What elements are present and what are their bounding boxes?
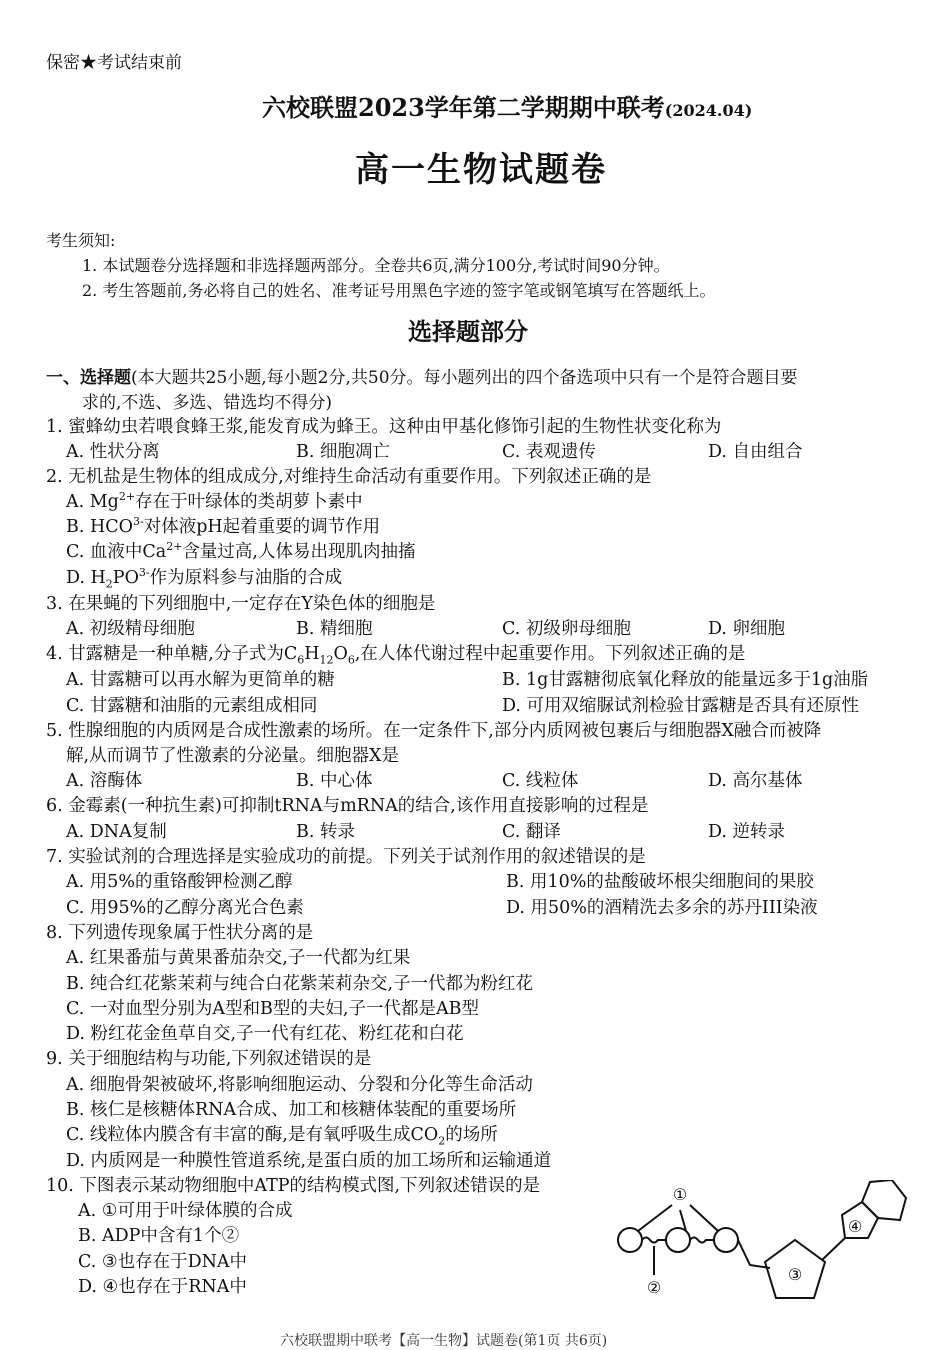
option-c: C. 甘露糖和油脂的元素组成相同	[66, 696, 318, 716]
text: D. H	[66, 568, 106, 588]
paper-title: 高一生物试题卷	[355, 150, 607, 190]
option-a: A. 甘露糖可以再水解为更简单的糖	[66, 670, 335, 690]
question-stem: 2. 无机盐是生物体的组成成分,对维持生命活动有重要作用。下列叙述正确的是	[46, 467, 652, 487]
bond-1	[642, 1238, 666, 1243]
option-b: B. 细胞凋亡	[296, 442, 390, 462]
part-label: 一、选择题	[46, 368, 131, 388]
text: 4. 甘露糖是一种单糖,分子式为C	[46, 644, 298, 664]
text: B. HCO	[66, 517, 133, 537]
subscript: 6	[297, 653, 305, 667]
label-3: ③	[787, 1265, 803, 1284]
option-b: B. 1g甘露糖彻底氧化释放的能量远多于1g油脂	[502, 670, 869, 690]
subscript: 2	[438, 1134, 446, 1148]
confidential-mark: 保密★考试结束前	[46, 53, 182, 73]
option-c: C. 用95%的乙醇分离光合色素	[66, 898, 304, 918]
question-stem: 6. 金霉素(一种抗生素)可抑制tRNA与mRNA的结合,该作用直接影响的过程是	[46, 796, 649, 816]
option-b: B. 纯合红花紫茉莉与纯合白花紫茉莉杂交,子一代都为粉红花	[66, 974, 534, 994]
part-desc-cont: 求的,不选、多选、错选均不得分)	[82, 393, 333, 413]
option-b: B. 核仁是核糖体RNA合成、加工和核糖体装配的重要场所	[66, 1100, 517, 1120]
ribose-link	[822, 1238, 845, 1260]
option-a: A. 用5%的重铬酸钾检测乙醇	[66, 872, 293, 892]
exam-title	[262, 88, 752, 123]
option-d: D. 卵细胞	[708, 619, 786, 639]
part-desc: (本大题共25小题,每小题2分,共50分。每小题列出的四个备选项中只有一个是符合题目要	[131, 368, 798, 388]
phosphate-circle	[618, 1228, 642, 1252]
text: 含量过高,人体易出现肌肉抽搐	[182, 542, 416, 562]
notice-item: 2. 考生答题前,务必将自己的姓名、准考证号用黑色字迹的签字笔或钢笔填写在答题纸上。	[82, 281, 716, 300]
option-c: C. 线粒体	[502, 771, 579, 791]
option-b: B. 中心体	[296, 771, 373, 791]
text: 作为原料参与油脂的合成	[149, 568, 343, 588]
notice-item: 1. 本试题卷分选择题和非选择题两部分。全卷共6页,满分100分,考试时间90分钟。	[82, 256, 670, 275]
text: H	[304, 644, 320, 664]
question-stem-cont: 解,从而调节了性激素的分泌量。细胞器X是	[66, 746, 400, 766]
text: O	[333, 644, 348, 664]
option-d	[66, 564, 342, 591]
option-d: D. 内质网是一种膜性管道系统,是蛋白质的加工场所和运输通道	[66, 1151, 552, 1171]
option-c: C. 翻译	[502, 822, 561, 842]
phosphate-circle	[714, 1228, 738, 1252]
exam-date: (2024.04)	[664, 101, 753, 120]
adenine-hexagon	[862, 1180, 906, 1220]
option-c	[66, 538, 416, 563]
superscript: 3-	[132, 515, 144, 529]
question-stem: 9. 关于细胞结构与功能,下列叙述错误的是	[46, 1049, 372, 1069]
option-a: A. ①可用于叶绿体膜的合成	[78, 1201, 293, 1221]
label-4: ④	[847, 1217, 863, 1236]
option-c: C. 一对血型分别为A型和B型的夫妇,子一代都是AB型	[66, 999, 479, 1019]
option-d: D. 粉红花金鱼草自交,子一代有红花、粉红花和白花	[66, 1024, 464, 1044]
question-stem	[46, 640, 745, 667]
option-b: B. 用10%的盐酸破坏根尖细胞间的果胶	[506, 872, 814, 892]
text: C. 血液中Ca	[66, 542, 167, 562]
option-c: C. ③也存在于DNA中	[78, 1252, 248, 1272]
option-d: D. 高尔基体	[708, 771, 803, 791]
option-b	[66, 513, 380, 538]
option-a: A. 红果番茄与黄果番茄杂交,子一代都为红果	[66, 948, 411, 968]
option-a: A. DNA复制	[66, 822, 167, 842]
question-stem: 10. 下图表示某动物细胞中ATP的结构模式图,下列叙述错误的是	[46, 1176, 541, 1196]
subscript: 2	[105, 577, 113, 591]
notice-heading: 考生须知:	[46, 231, 116, 250]
option-d: D. 可用双缩脲试剂检验甘露糖是否具有还原性	[502, 696, 860, 716]
link-3	[690, 1205, 718, 1231]
bond-2	[690, 1238, 714, 1243]
question-stem: 7. 实验试剂的合理选择是实验成功的前提。下列关于试剂作用的叙述错误的是	[46, 847, 646, 867]
option-a: A. 初级精母细胞	[66, 619, 195, 639]
text: PO	[112, 568, 139, 588]
option-c: C. 初级卵母细胞	[502, 619, 631, 639]
subscript: 6	[347, 653, 355, 667]
superscript: 2+	[118, 490, 136, 504]
question-stem: 8. 下列遗传现象属于性状分离的是	[46, 923, 314, 943]
text: 的场所	[445, 1125, 498, 1145]
option-a: A. 细胞骨架被破坏,将影响细胞运动、分裂和分化等生命活动	[66, 1075, 533, 1095]
text: ,在人体代谢过程中起重要作用。下列叙述正确的是	[354, 644, 746, 664]
option-b: B. 精细胞	[296, 619, 373, 639]
question-stem: 1. 蜜蜂幼虫若喂食蜂王浆,能发育成为蜂王。这种由甲基化修饰引起的生物性状变化称为	[46, 417, 722, 437]
text: C. 线粒体内膜含有丰富的酶,是有氧呼吸生成CO	[66, 1125, 439, 1145]
option-c	[66, 1121, 498, 1148]
option-d: D. ④也存在于RNA中	[78, 1277, 247, 1297]
option-a: A. 溶酶体	[66, 771, 143, 791]
text: A. Mg	[66, 492, 119, 512]
option-b: B. ADP中含有1个②	[78, 1226, 240, 1246]
option-b: B. 转录	[296, 822, 355, 842]
superscript: 2+	[166, 540, 183, 554]
option-c: C. 表观遗传	[502, 442, 596, 462]
phosphate-circle	[666, 1228, 690, 1252]
question-stem: 5. 性腺细胞的内质网是合成性激素的场所。在一定条件下,部分内质网被包裹后与细胞器X融合而被降	[46, 721, 822, 741]
section-title: 选择题部分	[408, 317, 528, 346]
label-1: ①	[672, 1185, 688, 1204]
question-stem: 3. 在果蝇的下列细胞中,一定存在Y染色体的细胞是	[46, 594, 436, 614]
page-footer: 六校联盟期中联考【高一生物】试题卷(第1页 共6页)	[280, 1333, 608, 1349]
atp-structure-diagram	[610, 1180, 910, 1320]
link-1	[638, 1205, 672, 1231]
option-d: D. 逆转录	[708, 822, 786, 842]
label-2: ②	[646, 1278, 662, 1297]
superscript: 3-	[138, 566, 150, 580]
option-a	[66, 488, 363, 513]
option-d: D. 用50%的酒精洗去多余的苏丹III染液	[506, 898, 818, 918]
subscript: 12	[319, 653, 334, 667]
text: 对体液pH起着重要的调节作用	[143, 517, 381, 537]
exam-title-text: 六校联盟2023学年第二学期期中联考	[262, 93, 665, 122]
part-instruction	[46, 363, 798, 388]
text: 存在于叶绿体的类胡萝卜素中	[135, 492, 363, 512]
option-a: A. 性状分离	[66, 442, 160, 462]
option-d: D. 自由组合	[708, 442, 803, 462]
